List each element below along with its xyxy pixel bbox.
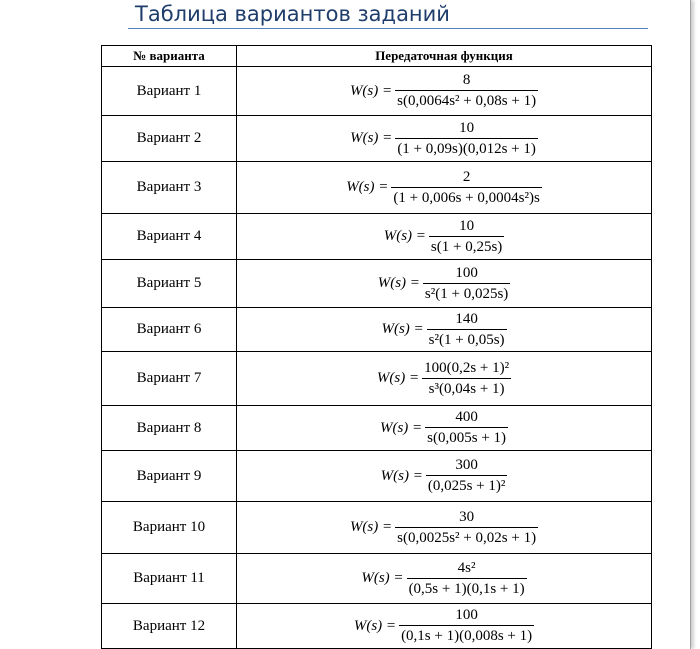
fraction xyxy=(425,408,508,448)
denominator: (0,5s + 1)(0,1s + 1) xyxy=(407,578,527,599)
transfer-function xyxy=(350,119,538,159)
variant-label: Вариант 3 xyxy=(102,162,237,214)
transfer-function xyxy=(346,168,542,208)
function-lhs: W(s) = xyxy=(383,228,426,244)
fraction xyxy=(426,456,508,496)
fraction xyxy=(422,359,511,399)
header-variant-number: № варианта xyxy=(102,46,237,67)
fraction xyxy=(395,119,538,159)
title-underline xyxy=(128,28,648,29)
page-title: Таблица вариантов заданий xyxy=(135,2,450,26)
denominator: s²(1 + 0,05s) xyxy=(427,329,507,350)
function-lhs: W(s) = xyxy=(350,130,393,146)
function-lhs: W(s) = xyxy=(349,82,393,99)
denominator: s(0,005s + 1) xyxy=(425,427,508,448)
denominator: (0,1s + 1)(0,008s + 1) xyxy=(399,625,534,646)
variants-table xyxy=(101,45,652,649)
table-row xyxy=(102,604,652,649)
denominator: (1 + 0,006s + 0,0004s²)s xyxy=(391,187,541,208)
table-row xyxy=(102,308,652,352)
denominator: s(0,0064s² + 0,08s + 1) xyxy=(395,90,538,111)
variant-label: Вариант 6 xyxy=(102,308,237,352)
table-row xyxy=(102,162,652,214)
table-row xyxy=(102,352,652,406)
numerator: 8 xyxy=(462,72,471,88)
transfer-function-cell xyxy=(237,604,652,649)
transfer-function-cell xyxy=(237,352,652,406)
function-lhs: W(s) = xyxy=(349,519,393,535)
table-row xyxy=(102,67,652,116)
fraction xyxy=(391,168,541,208)
denominator: (0,025s + 1)² xyxy=(426,475,508,496)
transfer-function xyxy=(354,606,534,646)
numerator: 10 xyxy=(459,217,475,234)
function-lhs: W(s) = xyxy=(361,570,404,586)
numerator: 2 xyxy=(462,168,471,185)
variant-label: Вариант 10 xyxy=(102,502,237,554)
transfer-function-cell xyxy=(237,67,652,116)
function-lhs: W(s) = xyxy=(377,275,420,291)
function-lhs: W(s) = xyxy=(380,467,423,484)
fraction xyxy=(399,606,534,646)
header-transfer-function: Передаточная функция xyxy=(237,46,652,67)
function-lhs: W(s) = xyxy=(346,179,389,195)
fraction xyxy=(427,310,507,350)
table-row xyxy=(102,214,652,260)
denominator: s(1 + 0,25s) xyxy=(429,236,504,257)
transfer-function xyxy=(361,559,526,599)
variant-label: Вариант 1 xyxy=(102,67,237,116)
variant-label: Вариант 2 xyxy=(102,116,237,162)
transfer-function-cell xyxy=(237,162,652,214)
table-body xyxy=(102,67,652,649)
numerator: 300 xyxy=(455,457,478,473)
table-row xyxy=(102,406,652,451)
numerator: 30 xyxy=(459,508,475,525)
denominator: s(0,0025s² + 0,02s + 1) xyxy=(395,527,538,548)
function-lhs: W(s) = xyxy=(376,370,420,386)
denominator: s²(1 + 0,025s) xyxy=(423,283,510,304)
variant-label: Вариант 4 xyxy=(102,214,237,260)
transfer-function xyxy=(384,217,505,257)
numerator: 100 xyxy=(455,264,478,281)
transfer-function xyxy=(350,71,538,111)
function-lhs: W(s) = xyxy=(353,617,397,634)
fraction xyxy=(429,217,504,257)
transfer-function xyxy=(350,508,538,548)
transfer-function xyxy=(378,264,511,304)
transfer-function-cell xyxy=(237,214,652,260)
variant-label: Вариант 9 xyxy=(102,451,237,502)
variant-label: Вариант 8 xyxy=(102,406,237,451)
denominator: s³(0,04s + 1) xyxy=(422,378,511,399)
numerator: 4s² xyxy=(457,559,476,576)
variant-label: Вариант 5 xyxy=(102,260,237,308)
numerator: 100 xyxy=(455,607,478,623)
fraction xyxy=(395,508,538,548)
transfer-function xyxy=(380,408,508,448)
fraction xyxy=(423,264,510,304)
variant-label: Вариант 7 xyxy=(102,352,237,406)
function-lhs: W(s) = xyxy=(381,321,424,337)
transfer-function xyxy=(377,359,511,399)
transfer-function-cell xyxy=(237,502,652,554)
transfer-function-cell xyxy=(237,116,652,162)
transfer-function-cell xyxy=(237,406,652,451)
fraction xyxy=(407,559,527,599)
numerator: 100(0,2s + 1)² xyxy=(424,359,510,376)
function-lhs: W(s) = xyxy=(379,419,423,436)
table-header-row xyxy=(102,46,652,67)
transfer-function xyxy=(381,456,508,496)
transfer-function xyxy=(381,310,506,350)
table-row xyxy=(102,260,652,308)
table-row xyxy=(102,116,652,162)
variant-label: Вариант 12 xyxy=(102,604,237,649)
fraction xyxy=(395,71,538,111)
table-row xyxy=(102,554,652,604)
table-row xyxy=(102,451,652,502)
numerator: 400 xyxy=(455,409,478,425)
transfer-function-cell xyxy=(237,260,652,308)
transfer-function-cell xyxy=(237,451,652,502)
numerator: 10 xyxy=(459,119,475,136)
denominator: (1 + 0,09s)(0,012s + 1) xyxy=(395,138,538,159)
numerator: 140 xyxy=(455,310,478,327)
variant-label: Вариант 11 xyxy=(102,554,237,604)
transfer-function-cell xyxy=(237,554,652,604)
transfer-function-cell xyxy=(237,308,652,352)
table-row xyxy=(102,502,652,554)
